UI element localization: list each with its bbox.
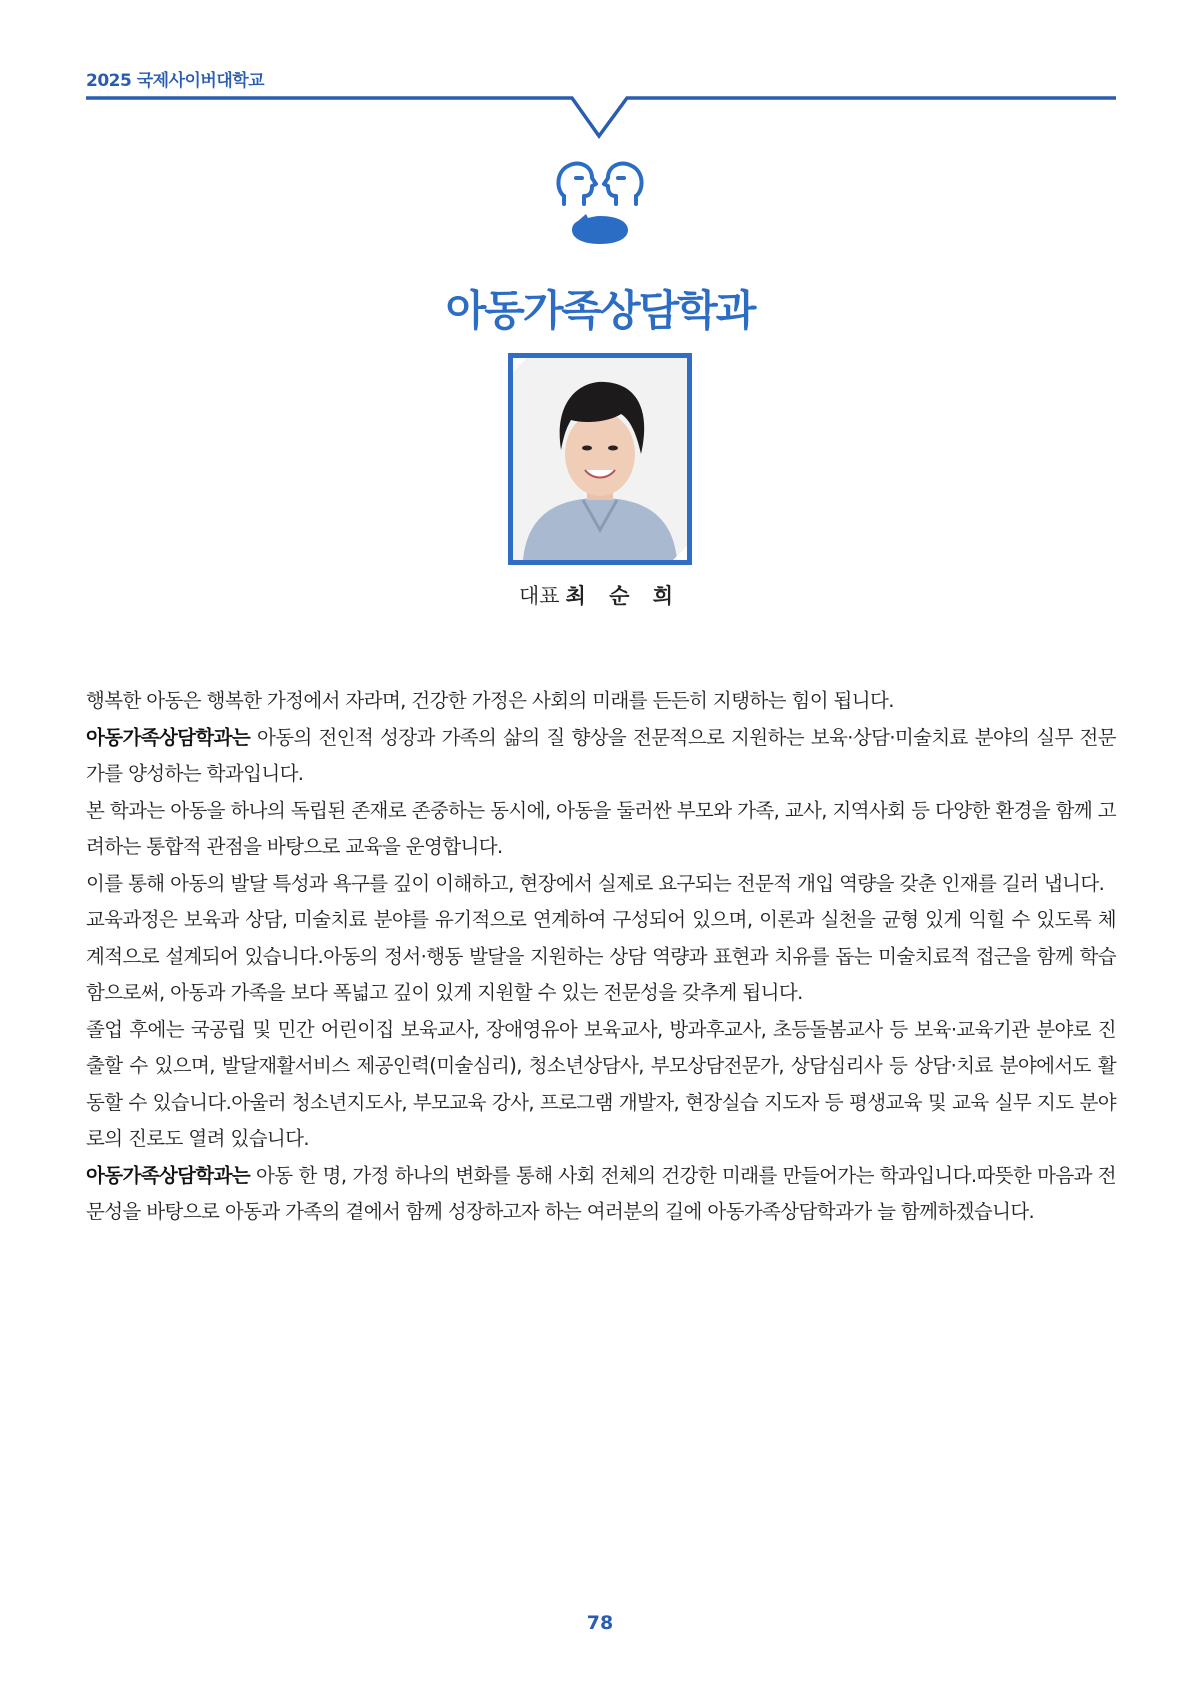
representative-caption (0, 580, 1200, 610)
representative-name: 최 순 희 (565, 584, 682, 608)
representative-role: 대표 (518, 584, 560, 608)
paragraph-2 (86, 720, 1116, 793)
department-name-bold: 아동가족상담학과는 (86, 1163, 251, 1187)
department-title: 아동가족상담학과 (445, 286, 755, 335)
paragraph-7-text: 아동 한 명, 가정 하나의 변화를 통해 사회 전체의 건강한 미래를 만들어가는 학과입니다.따뜻한 마음과 전문성을 바탕으로 아동과 가족의 곁에서 함께 성장하고자 하는 여러분의 길에 아동가족상담학과가 늘 함께하겠습니다. (86, 1163, 1116, 1223)
paragraph-5: 교육과정은 보육과 상담, 미술치료 분야를 유기적으로 연계하여 구성되어 있으며, 이론과 실천을 균형 있게 익힐 수 있도록 체계적으로 설계되어 있습니다.아동의 정서·행동 발달을 지원하는 상담 역량과 표현과 치유를 돕는 미술치료적 접근을 함께 학습함으로써, 아동과 가족을 보다 폭넓고 깊이 있게 지원할 수 있는 전문성을 갖추게 됩니다. (86, 908, 1116, 1004)
department-description (86, 683, 1116, 1231)
paragraph-4: 이를 통해 아동의 발달 특성과 욕구를 깊이 이해하고, 현장에서 실제로 요구되는 전문적 개입 역량을 갖춘 인재를 길러 냅니다. (86, 871, 1105, 895)
page-header-label: 2025 국제사이버대학교 (86, 71, 265, 91)
paragraph-1: 행복한 아동은 행복한 가정에서 자라며, 건강한 가정은 사회의 미래를 든든히 지탱하는 힘이 됩니다. (86, 689, 894, 712)
paragraph-3: 본 학과는 아동을 하나의 독립된 존재로 존중하는 동시에, 아동을 둘러싼 부모와 가족, 교사, 지역사회 등 다양한 환경을 함께 고려하는 통합적 관점을 바탕으로 교육을 운영합니다. (86, 798, 1116, 858)
paragraph-2-text: 아동의 전인적 성장과 가족의 삶의 질 향상을 전문적으로 지원하는 보육·상담·미술치료 분야의 실무 전문가를 양성하는 학과입니다. (86, 725, 1116, 785)
department-name-bold: 아동가족상담학과는 (86, 725, 251, 749)
two-people-conversation-icon (548, 158, 652, 250)
paragraph-6: 졸업 후에는 국공립 및 민간 어린이집 보육교사, 장애영유아 보육교사, 방과후교사, 초등돌봄교사 등 보육·교육기관 분야로 진출할 수 있으며, 발달재활서비스 제공인력(미술심리), 청소년상담사, 부모상담전문가, 상담심리사 등 상담·치료 분야에서도 활동할 수 있습니다.아울러 청소년지도사, 부모교육 강사, 프로그램 개발자, 현장실습 지도자 등 평생교육 및 교육 실무 지도 분야로의 진로도 열려 있습니다. (86, 1017, 1116, 1150)
header-divider-line (0, 0, 1200, 150)
portrait-image (513, 358, 687, 560)
paragraph-7 (86, 1158, 1116, 1231)
page-number: 78 (586, 1612, 614, 1634)
representative-photo (508, 353, 692, 565)
